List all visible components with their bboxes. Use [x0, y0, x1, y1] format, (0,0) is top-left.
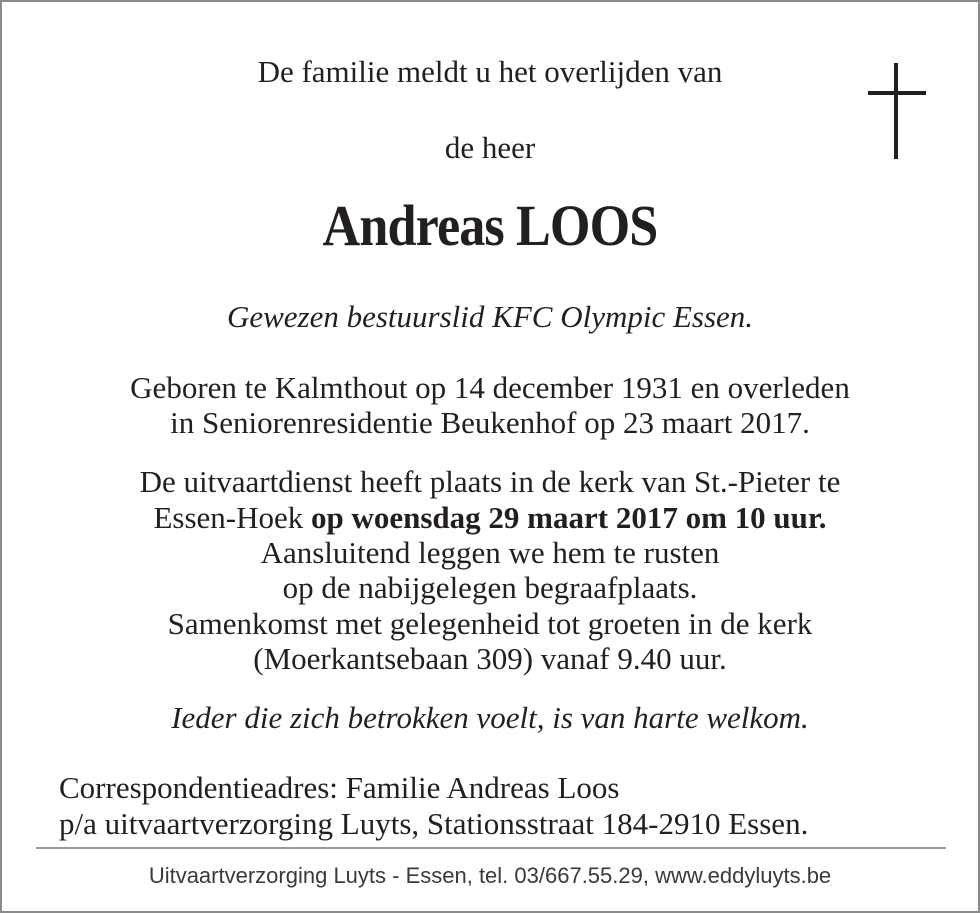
honorific: de heer: [444, 130, 536, 165]
welcome-text: Ieder die zich betrokken voelt, is van harte welkom.: [171, 700, 809, 735]
birth-death-line-1: Geboren te Kalmthout op 14 december 1931 en overleden: [130, 370, 850, 405]
funeral-date-time: op woensdag 29 maart 2017 om 10 uur.: [310, 500, 827, 535]
deceased-name: Andreas LOOS: [322, 193, 658, 258]
footer-text: Uitvaartverzorging Luyts - Essen, tel. 03/667.55.29, www.eddyluyts.be: [148, 863, 832, 888]
correspondence-line-1: Correspondentieadres: Familie Andreas Loos: [59, 770, 620, 805]
role-text: Gewezen bestuurslid KFC Olympic Essen.: [226, 299, 754, 334]
intro-text: De familie meldt u het overlijden van: [257, 54, 723, 89]
birth-death-line-2: in Seniorenresidentie Beukenhof op 23 maart 2017.: [170, 405, 810, 440]
funeral-line-4: op de nabijgelegen begraafplaats.: [282, 570, 698, 605]
funeral-line-5: Samenkomst met gelegenheid tot groeten in de kerk: [167, 606, 813, 641]
funeral-line-6: (Moerkantsebaan 309) vanaf 9.40 uur.: [253, 641, 727, 676]
funeral-line-1: De uitvaartdienst heeft plaats in de kerk van St.-Pieter te: [139, 464, 841, 499]
cross-horizontal-bar: [868, 91, 926, 95]
divider: [36, 847, 946, 849]
correspondence-line-2: p/a uitvaartverzorging Luyts, Stationsstraat 184-2910 Essen.: [59, 806, 809, 841]
funeral-line-3: Aansluitend leggen we hem te rusten: [260, 535, 720, 570]
funeral-location: Essen-Hoek: [153, 500, 311, 535]
funeral-line-2: [2, 500, 978, 536]
